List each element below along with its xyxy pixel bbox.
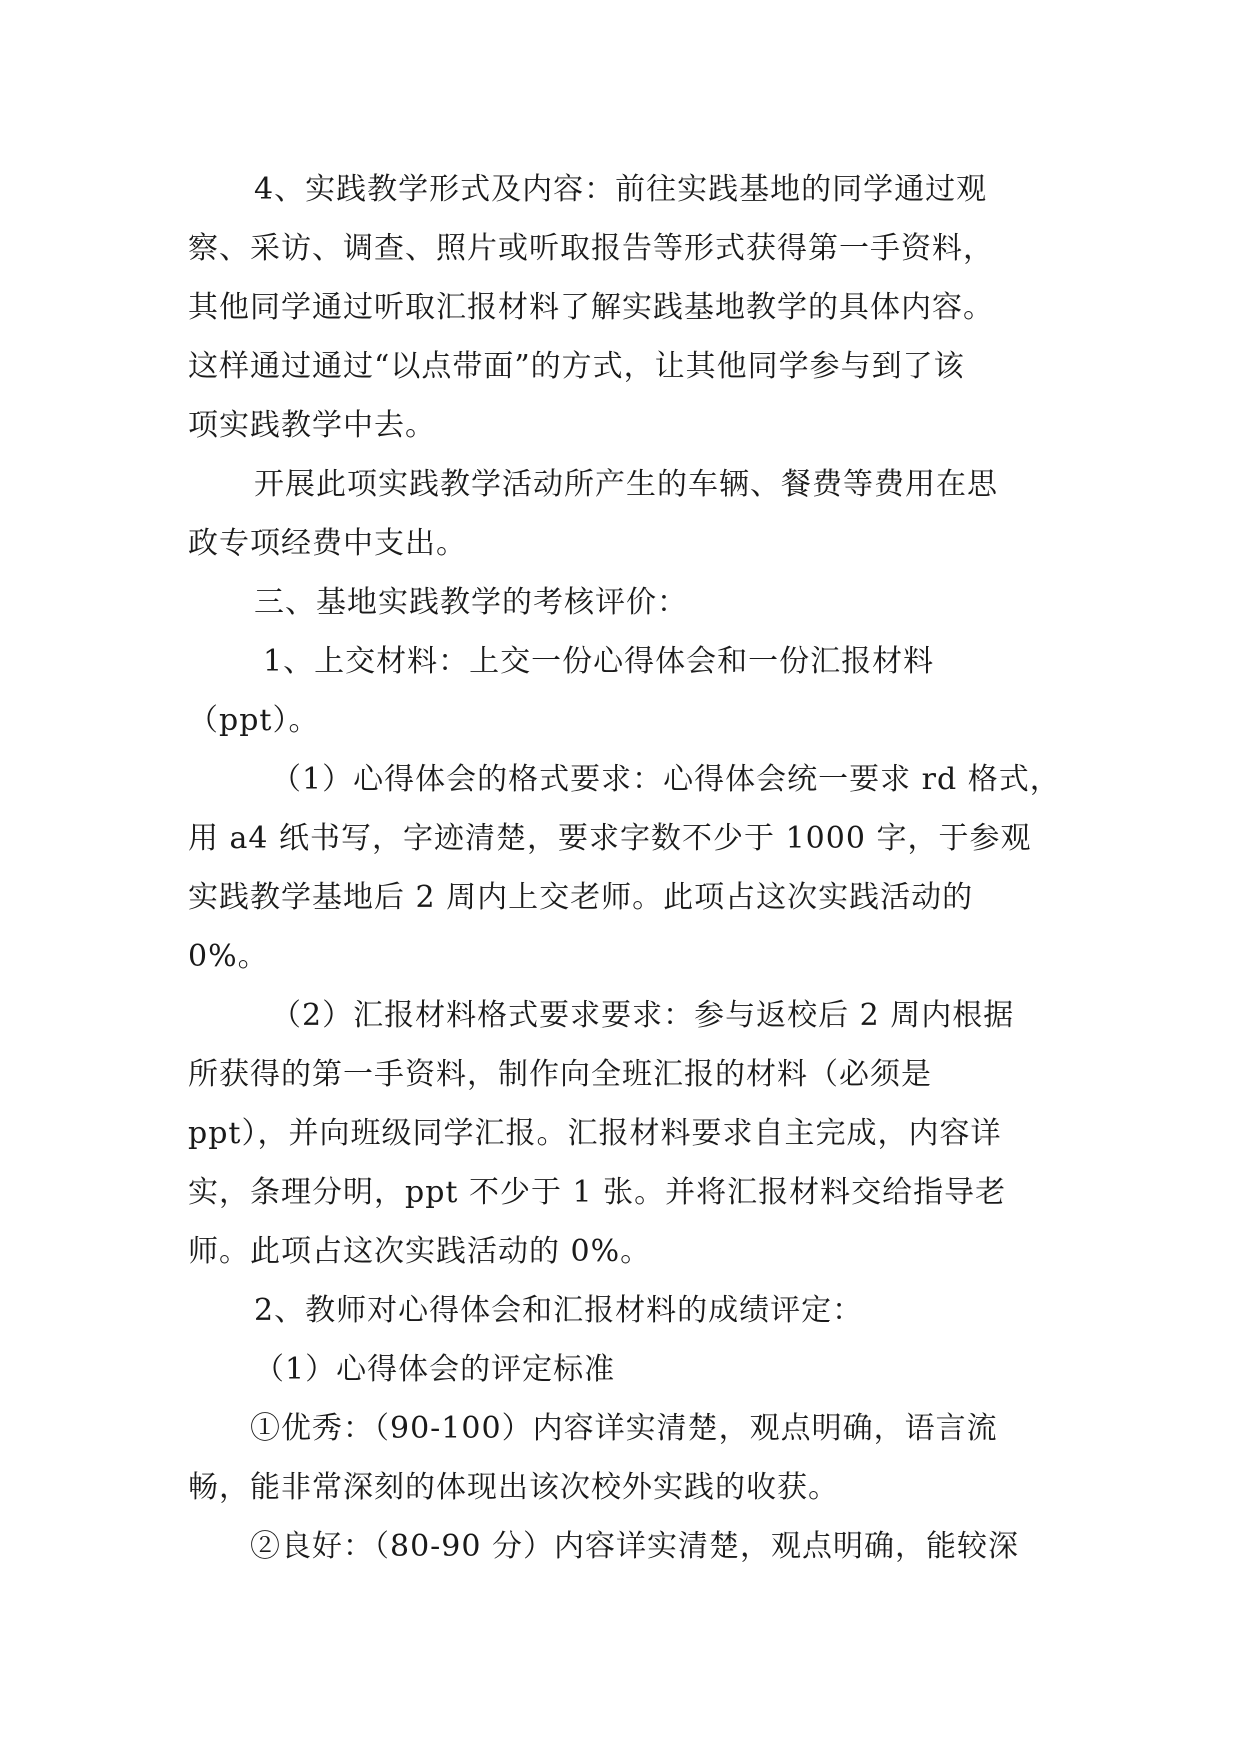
paragraph-line: ①优秀：（90-100）内容详实清楚，观点明确，语言流 [250, 1411, 998, 1446]
document-body [188, 160, 1068, 1576]
paragraph-line: （1）心得体会的格式要求：心得体会统一要求 rd 格式， [271, 762, 1061, 797]
section-heading: 三、基地实践教学的考核评价： [254, 585, 688, 620]
paragraph-line: 项实践教学中去。 [188, 408, 436, 443]
paragraph-line: 1、上交材料：上交一份心得体会和一份汇报材料 [263, 644, 935, 679]
paragraph-line: ppt），并向班级同学汇报。汇报材料要求自主完成，内容详 [188, 1116, 1002, 1151]
paragraph-line: 0%。 [188, 939, 269, 974]
paragraph-line: 4、实践教学形式及内容：前往实践基地的同学通过观 [254, 172, 988, 207]
paragraph-line: 其他同学通过听取汇报材料了解实践基地教学的具体内容。 [188, 290, 994, 325]
paragraph-line: 这样通过通过“以点带面”的方式，让其他同学参与到了该 [188, 349, 965, 384]
paragraph-line: 政专项经费中支出。 [188, 526, 467, 561]
paragraph-line: 所获得的第一手资料，制作向全班汇报的材料（必须是 [188, 1057, 932, 1092]
paragraph-line: 师。此项占这次实践活动的 0%。 [188, 1234, 652, 1269]
paragraph-line: 察、采访、调查、照片或听取报告等形式获得第一手资料， [188, 231, 994, 266]
paragraph-line: 畅，能非常深刻的体现出该次校外实践的收获。 [188, 1470, 839, 1505]
paragraph-line: 实践教学基地后 2 周内上交老师。此项占这次实践活动的 [188, 880, 974, 915]
paragraph-line: （2）汇报材料格式要求要求：参与返校后 2 周内根据 [271, 998, 1015, 1033]
paragraph-line: （ppt）。 [188, 703, 320, 738]
paragraph-line: 用 a4 纸书写，字迹清楚，要求字数不少于 1000 字，于参观 [188, 821, 1032, 856]
subsection-heading: （1）心得体会的评定标准 [254, 1352, 616, 1387]
paragraph-line: 实，条理分明，ppt 不少于 1 张。并将汇报材料交给指导老 [188, 1175, 1007, 1210]
paragraph-line: 2、教师对心得体会和汇报材料的成绩评定： [254, 1293, 864, 1328]
paragraph-line: ②良好：（80-90 分）内容详实清楚，观点明确，能较深 [250, 1529, 1020, 1564]
paragraph-line: 开展此项实践教学活动所产生的车辆、餐费等费用在思 [254, 467, 998, 502]
